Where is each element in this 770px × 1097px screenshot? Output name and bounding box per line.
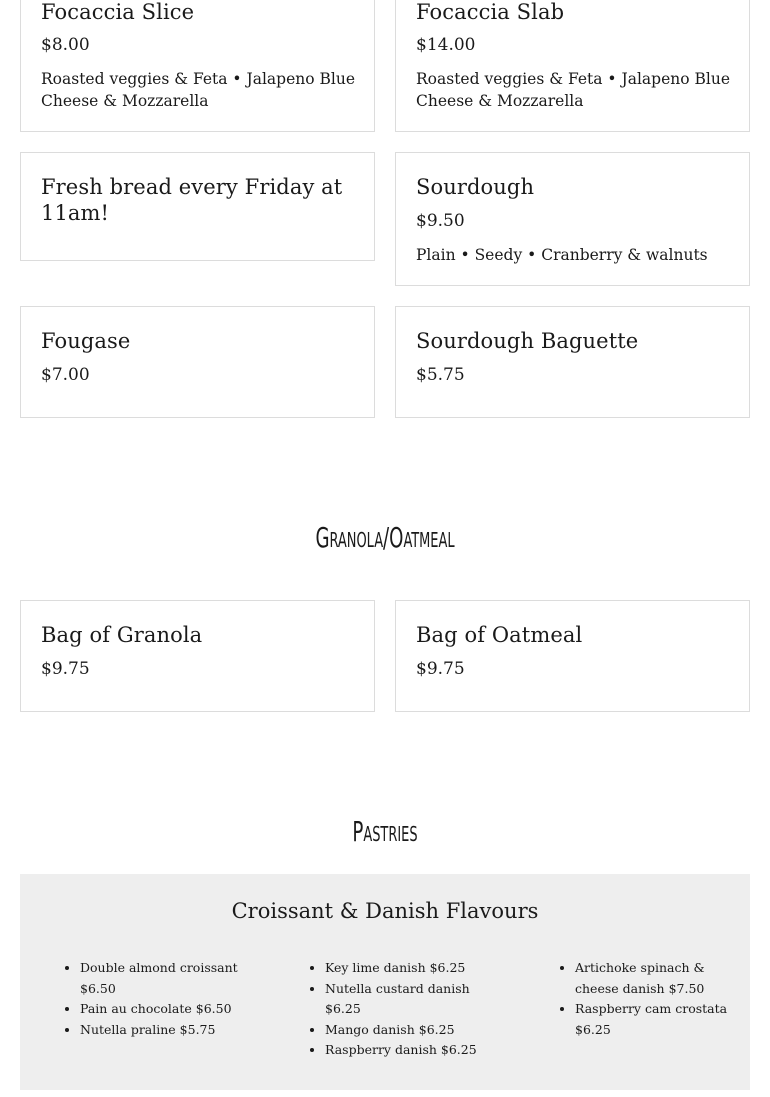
menu-card-fresh-bread	[20, 152, 375, 261]
item-title: Fougase	[41, 329, 131, 353]
menu-card-bag-oatmeal	[395, 600, 750, 712]
item-title: Focaccia Slab	[416, 0, 565, 24]
flavours-title: Croissant & Danish Flavours	[231, 899, 539, 923]
list-item: • Raspberry danish $6.25	[325, 1040, 495, 1061]
item-description: Plain • Seedy • Cranberry & walnuts	[416, 246, 708, 264]
item-price: $8.00	[41, 35, 90, 55]
section-heading-pastries: Pastries	[352, 815, 418, 848]
item-price: $5.75	[416, 365, 465, 385]
item-description: Roasted veggies & Feta • Jalapeno Blue Cheese & Mozzarella	[41, 70, 355, 110]
menu-card-sourdough	[395, 152, 750, 286]
list-item: • Nutella custard danish $6.25	[325, 979, 495, 1020]
item-title: Bag of Oatmeal	[416, 623, 583, 647]
list-item: • Double almond croissant $6.50	[80, 958, 266, 999]
item-title: Focaccia Slice	[41, 0, 195, 24]
list-item: • Nutella praline $5.75	[80, 1020, 266, 1041]
list-item: • Key lime danish $6.25	[325, 958, 495, 979]
list-item: • Mango danish $6.25	[325, 1020, 495, 1041]
menu-card-bag-granola	[20, 600, 375, 712]
flavour-list-savory-and-crostata	[555, 958, 750, 1040]
section-heading-granola-oatmeal: Granola/Oatmeal	[315, 521, 455, 554]
menu-card-fougase	[20, 306, 375, 418]
item-price: $14.00	[416, 35, 476, 55]
item-title: Fresh bread every Friday at 11am!	[41, 175, 343, 225]
item-price: $7.00	[41, 365, 90, 385]
flavour-list-croissants	[60, 958, 266, 1040]
list-item: • Pain au chocolate $6.50	[80, 999, 266, 1020]
item-description: Roasted veggies & Feta • Jalapeno Blue Cheese & Mozzarella	[416, 70, 730, 110]
item-title: Bag of Granola	[41, 623, 203, 647]
item-price: $9.50	[416, 211, 465, 231]
flavour-list-danishes	[305, 958, 495, 1061]
list-item: • Raspberry cam crostata $6.25	[575, 999, 750, 1040]
menu-card-focaccia-slice	[20, 0, 375, 132]
menu-card-focaccia-slab	[395, 0, 750, 132]
item-title: Sourdough Baguette	[416, 329, 639, 353]
flavours-panel	[20, 874, 750, 1090]
list-item: • Artichoke spinach & cheese danish $7.50	[575, 958, 750, 999]
item-title: Sourdough	[416, 175, 535, 199]
menu-card-sourdough-baguette	[395, 306, 750, 418]
item-price: $9.75	[416, 659, 465, 679]
item-price: $9.75	[41, 659, 90, 679]
